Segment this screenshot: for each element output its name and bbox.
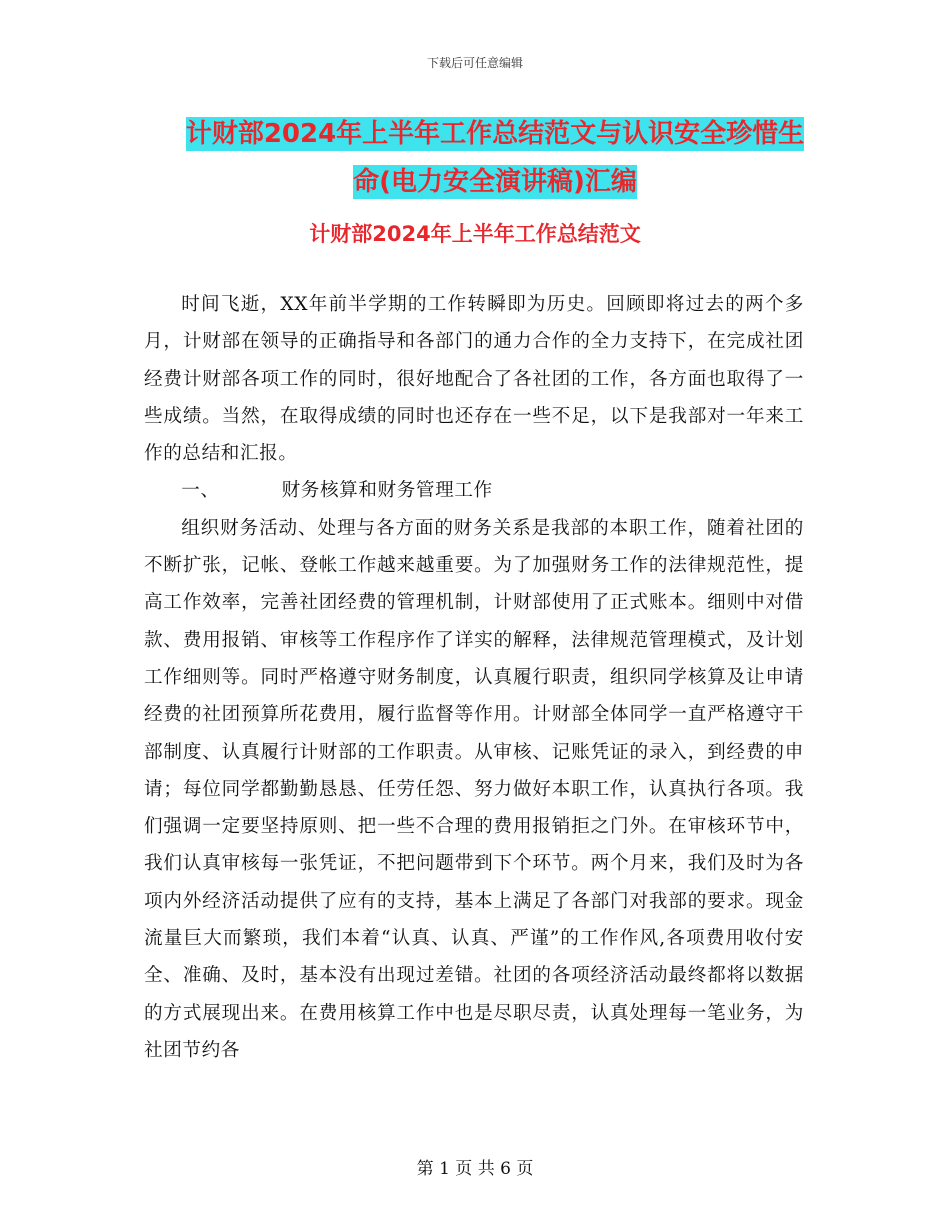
section-title: 计财部2024年上半年工作总结范文 [309, 222, 641, 246]
header-note: 下载后可任意编辑 [426, 56, 523, 70]
title-line-1: 计财部2024年上半年工作总结范文与认识安全珍惜生 [185, 119, 805, 149]
title-line-2: 命(电力安全演讲稿)汇编 [353, 167, 637, 197]
document-title [150, 110, 840, 206]
section-heading-1 [144, 472, 804, 509]
paragraph-intro: 时间飞逝，XX年前半学期的工作转瞬即为历史。回顾即将过去的两个多月，计财部在领导的正确指导和各部门的通力合作的全力支持下，在完成社团经费计财部各项工作的同时，很好地配合了各社团的工作，各方面也取得了一些成绩。当然，在取得成绩的同时也还存在一些不足，以下是我部对一年来工作的总结和汇报。 [144, 294, 804, 465]
heading-text: 财务核算和财务管理工作 [281, 480, 493, 502]
heading-number: 一、 [181, 480, 220, 502]
body-text [144, 286, 804, 1069]
page-footer: 第 1 页 共 6 页 [416, 1159, 534, 1179]
paragraph-finance: 组织财务活动、处理与各方面的财务关系是我部的本职工作，随着社团的不断扩张，记帐、登帐工作越来越重要。为了加强财务工作的法律规范性，提高工作效率，完善社团经费的管理机制，计财部使用了正式账本。细则中对借款、费用报销、审核等工作程序作了详实的解释，法律规范管理模式，及计划工作细则等。同时严格遵守财务制度，认真履行职责，组织同学核算及让申请经费的社团预算所花费用，履行监督等作用。计财部全体同学一直严格遵守干部制度、认真履行计财部的工作职责。从审核、记账凭证的录入，到经费的申请；每位同学都勤勤恳恳、任劳任怨、努力做好本职工作，认真执行各项。我们强调一定要坚持原则、把一些不合理的费用报销拒之门外。在审核环节中，我们认真审核每一张凭证，不把问题带到下个环节。两个月来，我们及时为各项内外经济活动提供了应有的支持，基本上满足了各部门对我部的要求。现金流量巨大而繁琐，我们本着“认真、认真、严谨”的工作作风,各项费用收付安全、准确、及时，基本没有出现过差错。社团的各项经济活动最终都将以数据的方式展现出来。在费用核算工作中也是尽职尽责，认真处理每一笔业务，为社团节约各 [144, 517, 804, 1061]
